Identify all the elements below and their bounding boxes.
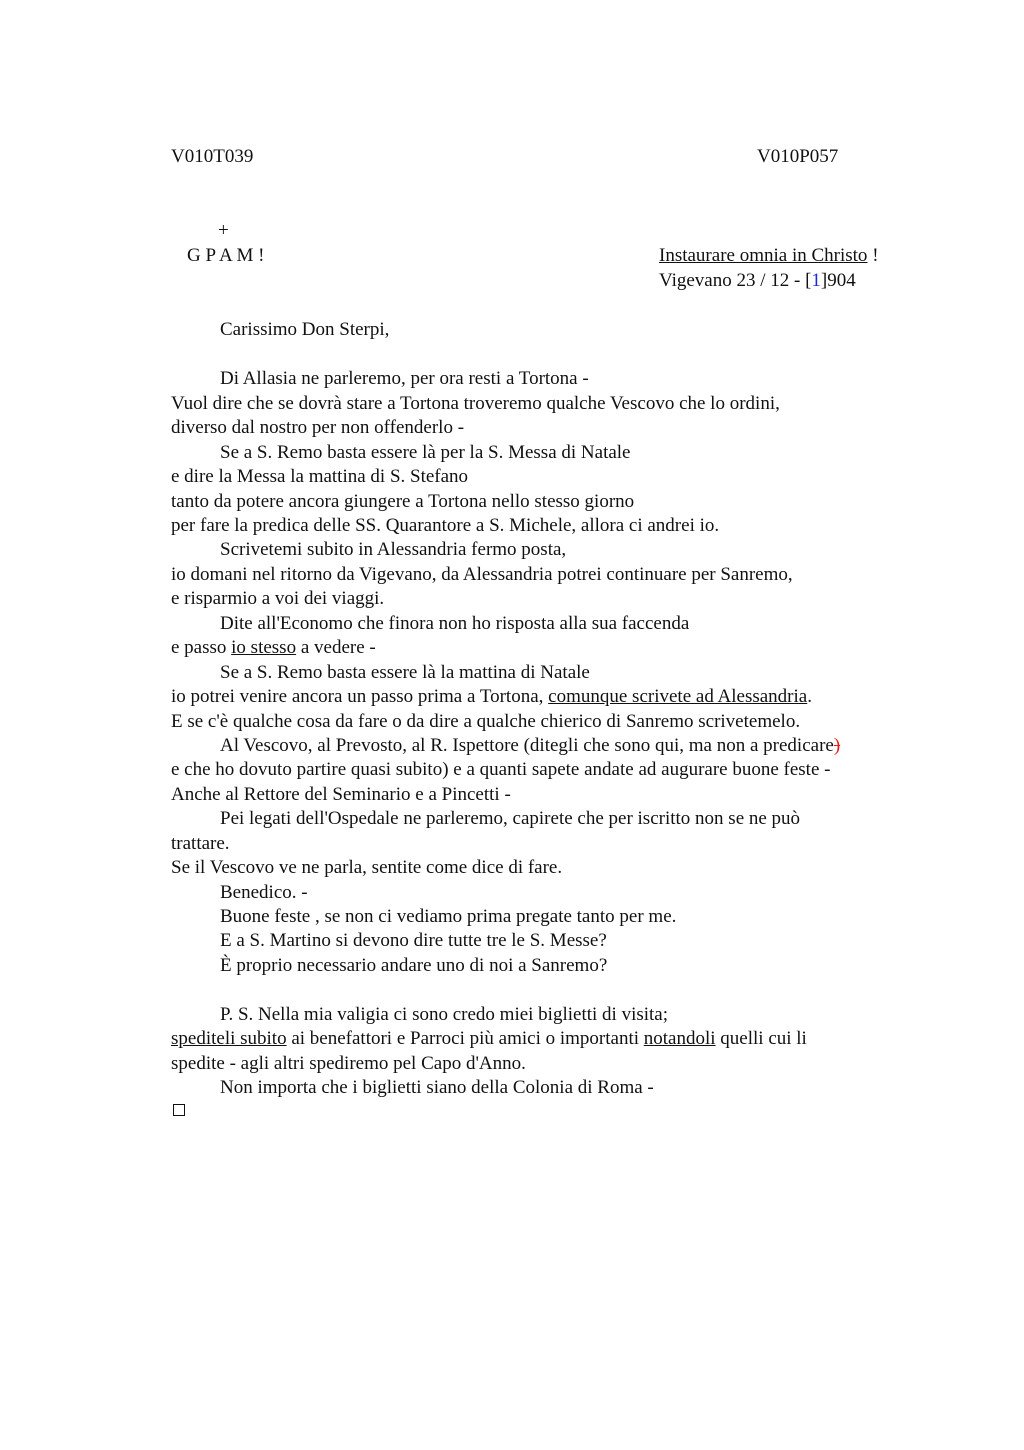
postscript-line: spedite - agli altri spediremo pel Capo d'Anno. <box>171 1053 526 1074</box>
doc-code-left: V010T039 <box>171 146 254 167</box>
cross-mark: + <box>218 220 229 241</box>
place-date <box>659 270 856 292</box>
body-line: È proprio necessario andare uno di noi a Sanremo? <box>220 955 608 976</box>
motto-text: Instaurare omnia in Christo <box>659 245 868 266</box>
body-line: e dire la Messa la mattina di S. Stefano <box>171 466 469 487</box>
body-line: e che ho dovuto partire quasi subito) e a quanti sapete andate ad augurare buone feste - <box>171 759 831 780</box>
salutation: Carissimo Don Sterpi, <box>220 319 390 340</box>
underlined-text: comunque scrivete ad Alessandria <box>548 686 808 707</box>
body-line: Pei legati dell'Ospedale ne parleremo, capirete che per iscritto non se ne può <box>220 808 801 829</box>
body-line <box>220 734 840 758</box>
motto <box>659 245 879 267</box>
text-run: Al Vescovo, al Prevosto, al R. Ispettore (ditegli che sono qui, ma non a predicare <box>220 735 834 756</box>
body-line: tanto da potere ancora giungere a Tortona nello stesso giorno <box>171 491 635 512</box>
postscript-line: Non importa che i biglietti siano della Colonia di Roma - <box>220 1077 654 1098</box>
end-square-icon <box>173 1104 185 1116</box>
body-line: diverso dal nostro per non offenderlo - <box>171 417 465 438</box>
postscript-line <box>171 1027 807 1051</box>
body-line: Dite all'Economo che finora non ho risposta alla sua faccenda <box>220 613 690 634</box>
body-line: e risparmio a voi dei viaggi. <box>171 588 385 609</box>
doc-code-right: V010P057 <box>757 146 839 167</box>
body-line: E a S. Martino si devono dire tutte tre le S. Messe? <box>220 930 607 951</box>
underlined-text: notandoli <box>643 1028 716 1049</box>
body-line <box>171 636 376 660</box>
body-line: Se il Vescovo ve ne parla, sentite come dice di fare. <box>171 857 563 878</box>
body-line: per fare la predica delle SS. Quarantore a S. Michele, allora ci andrei io. <box>171 515 720 536</box>
body-line: Buone feste , se non ci vediamo prima pregate tanto per me. <box>220 906 677 927</box>
text-run: . <box>807 686 812 707</box>
editorial-insertion: 1 <box>811 270 821 291</box>
body-line: E se c'è qualche cosa da fare o da dire a qualche chierico di Sanremo scrivetemelo. <box>171 711 801 732</box>
text-run: a vedere - <box>296 637 376 658</box>
underlined-text: speditelі subito <box>171 1028 287 1049</box>
underlined-text: io stesso <box>231 637 297 658</box>
body-line: Vuol dire che se dovrà stare a Tortona troveremo qualche Vescovo che lo ordini, <box>171 393 780 414</box>
gpam-invocation: G P A M ! <box>187 245 265 266</box>
place-date-prefix: Vigevano 23 / 12 - [ <box>659 270 812 291</box>
body-line: trattare. <box>171 833 230 854</box>
body-line: io domani nel ritorno da Vigevano, da Alessandria potrei continuare per Sanremo, <box>171 564 793 585</box>
text-run: e passo <box>171 637 232 658</box>
deleted-char: ) <box>833 735 841 756</box>
postscript-line: P. S. Nella mia valigia ci sono credo miei biglietti di visita; <box>220 1004 669 1025</box>
text-run: ai benefattori e Parroci più amici o importanti <box>286 1028 644 1049</box>
body-line: Benedico. - <box>220 882 308 903</box>
body-line: Di Allasia ne parleremo, per ora resti a Tortona - <box>220 368 589 389</box>
place-date-suffix: ]904 <box>820 270 856 291</box>
motto-exclamation: ! <box>867 245 879 266</box>
body-line: Se a S. Remo basta essere là per la S. Messa di Natale <box>220 442 631 463</box>
body-line: Anche al Rettore del Seminario e a Pincetti - <box>171 784 511 805</box>
text-run: io potrei venire ancora un passo prima a Tortona, <box>171 686 549 707</box>
body-line: Scrivetemi subito in Alessandria fermo posta, <box>220 539 567 560</box>
text-run: quelli cui li <box>715 1028 807 1049</box>
body-line: Se a S. Remo basta essere là la mattina di Natale <box>220 662 590 683</box>
body-line <box>171 685 812 709</box>
